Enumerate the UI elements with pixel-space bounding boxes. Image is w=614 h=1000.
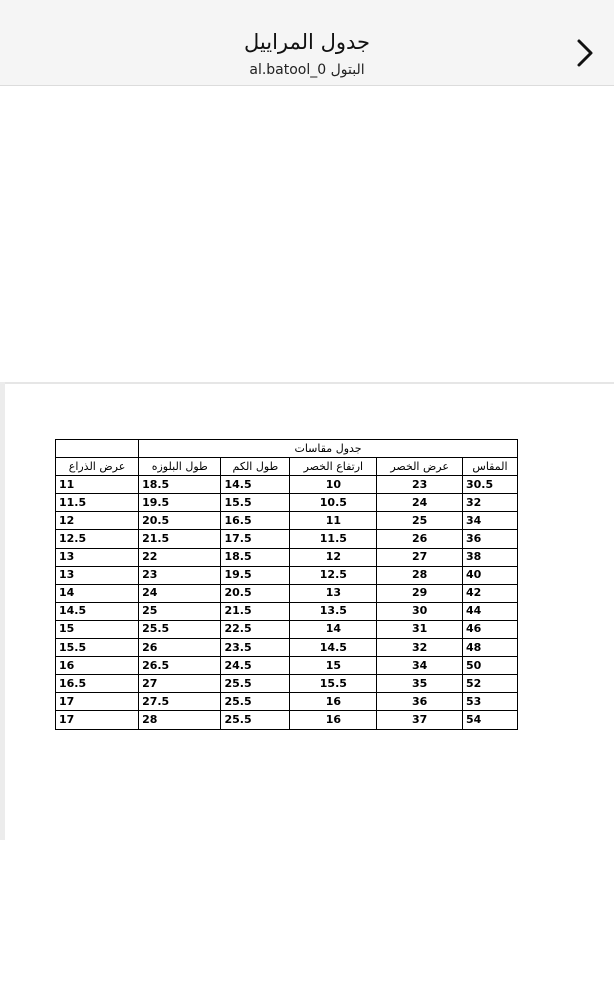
table-cell: 14 bbox=[56, 584, 139, 602]
table-cell: 11.5 bbox=[290, 530, 377, 548]
table-row bbox=[56, 584, 518, 602]
table-cell: 27 bbox=[139, 675, 221, 693]
table-cell: 25 bbox=[377, 512, 463, 530]
table-cell: 19.5 bbox=[221, 566, 290, 584]
table-cell: 20.5 bbox=[139, 512, 221, 530]
table-cell: 50 bbox=[462, 657, 517, 675]
table-cell: 48 bbox=[462, 639, 517, 657]
table-cell: 15 bbox=[290, 657, 377, 675]
column-header: طول البلوزه bbox=[139, 458, 221, 476]
table-cell: 14.5 bbox=[221, 476, 290, 494]
back-button[interactable] bbox=[570, 36, 600, 70]
table-cell: 10.5 bbox=[290, 494, 377, 512]
image-edge bbox=[0, 382, 5, 840]
table-cell: 29 bbox=[377, 584, 463, 602]
table-caption-empty-cell bbox=[56, 440, 139, 458]
table-caption-row bbox=[56, 440, 518, 458]
table-cell: 17 bbox=[56, 711, 139, 729]
table-cell: 54 bbox=[462, 711, 517, 729]
column-header: عرض الخصر bbox=[377, 458, 463, 476]
table-cell: 15.5 bbox=[290, 675, 377, 693]
table-cell: 10 bbox=[290, 476, 377, 494]
table-cell: 35 bbox=[377, 675, 463, 693]
table-row bbox=[56, 602, 518, 620]
table-row bbox=[56, 494, 518, 512]
table-cell: 17 bbox=[56, 693, 139, 711]
table-cell: 24.5 bbox=[221, 657, 290, 675]
table-cell: 30.5 bbox=[462, 476, 517, 494]
table-cell: 34 bbox=[462, 512, 517, 530]
table-cell: 14 bbox=[290, 620, 377, 638]
table-cell: 13 bbox=[56, 566, 139, 584]
table-cell: 12 bbox=[290, 548, 377, 566]
table-cell: 23 bbox=[377, 476, 463, 494]
table-cell: 20.5 bbox=[221, 584, 290, 602]
table-cell: 22 bbox=[139, 548, 221, 566]
table-row bbox=[56, 476, 518, 494]
table-cell: 15.5 bbox=[56, 639, 139, 657]
table-row bbox=[56, 530, 518, 548]
table-cell: 24 bbox=[377, 494, 463, 512]
table-cell: 18.5 bbox=[139, 476, 221, 494]
table-cell: 18.5 bbox=[221, 548, 290, 566]
table-cell: 13 bbox=[290, 584, 377, 602]
table-cell: 52 bbox=[462, 675, 517, 693]
table-cell: 37 bbox=[377, 711, 463, 729]
table-cell: 14.5 bbox=[56, 602, 139, 620]
table-cell: 31 bbox=[377, 620, 463, 638]
table-cell: 12.5 bbox=[290, 566, 377, 584]
table-cell: 11 bbox=[56, 476, 139, 494]
table-cell: 19.5 bbox=[139, 494, 221, 512]
column-header: ارتفاع الخصر bbox=[290, 458, 377, 476]
table-row bbox=[56, 548, 518, 566]
table-cell: 36 bbox=[462, 530, 517, 548]
table-cell: 32 bbox=[377, 639, 463, 657]
table-cell: 40 bbox=[462, 566, 517, 584]
column-header: طول الكم bbox=[221, 458, 290, 476]
table-cell: 22.5 bbox=[221, 620, 290, 638]
table-row bbox=[56, 639, 518, 657]
table-row bbox=[56, 512, 518, 530]
table-cell: 25.5 bbox=[221, 675, 290, 693]
table-cell: 11.5 bbox=[56, 494, 139, 512]
column-header: عرض الذراع bbox=[56, 458, 139, 476]
top-bar bbox=[0, 0, 614, 86]
table-cell: 16.5 bbox=[221, 512, 290, 530]
table-cell: 16 bbox=[290, 711, 377, 729]
table-cell: 16 bbox=[290, 693, 377, 711]
table-cell: 24 bbox=[139, 584, 221, 602]
page-title: جدول المراييل bbox=[244, 30, 370, 54]
table-cell: 53 bbox=[462, 693, 517, 711]
table-row bbox=[56, 693, 518, 711]
table-caption: جدول مقاسات bbox=[139, 440, 518, 458]
table-row bbox=[56, 620, 518, 638]
table-row bbox=[56, 566, 518, 584]
table-cell: 26.5 bbox=[139, 657, 221, 675]
table-cell: 25.5 bbox=[221, 693, 290, 711]
table-cell: 27 bbox=[377, 548, 463, 566]
chevron-right-icon bbox=[575, 38, 595, 68]
table-cell: 25 bbox=[139, 602, 221, 620]
table-cell: 12 bbox=[56, 512, 139, 530]
table-cell: 16 bbox=[56, 657, 139, 675]
table-cell: 21.5 bbox=[221, 602, 290, 620]
table-row bbox=[56, 657, 518, 675]
column-header: المقاس bbox=[462, 458, 517, 476]
table-cell: 36 bbox=[377, 693, 463, 711]
table-row bbox=[56, 711, 518, 729]
table-cell: 14.5 bbox=[290, 639, 377, 657]
table-cell: 23.5 bbox=[221, 639, 290, 657]
table-cell: 11 bbox=[290, 512, 377, 530]
table-cell: 15.5 bbox=[221, 494, 290, 512]
table-cell: 15 bbox=[56, 620, 139, 638]
table-cell: 26 bbox=[377, 530, 463, 548]
table-cell: 26 bbox=[139, 639, 221, 657]
table-cell: 27.5 bbox=[139, 693, 221, 711]
table-cell: 12.5 bbox=[56, 530, 139, 548]
table-cell: 13.5 bbox=[290, 602, 377, 620]
table-cell: 21.5 bbox=[139, 530, 221, 548]
table-cell: 25.5 bbox=[221, 711, 290, 729]
table-cell: 44 bbox=[462, 602, 517, 620]
table-cell: 16.5 bbox=[56, 675, 139, 693]
table-cell: 38 bbox=[462, 548, 517, 566]
table-cell: 28 bbox=[139, 711, 221, 729]
table-cell: 42 bbox=[462, 584, 517, 602]
table-cell: 32 bbox=[462, 494, 517, 512]
table-cell: 30 bbox=[377, 602, 463, 620]
table-row bbox=[56, 675, 518, 693]
table-cell: 46 bbox=[462, 620, 517, 638]
size-table bbox=[55, 439, 518, 730]
table-cell: 23 bbox=[139, 566, 221, 584]
table-header-row bbox=[56, 458, 518, 476]
table-cell: 25.5 bbox=[139, 620, 221, 638]
table-cell: 28 bbox=[377, 566, 463, 584]
page-subtitle: al.batool_0 البتول bbox=[249, 62, 365, 78]
table-cell: 13 bbox=[56, 548, 139, 566]
table-cell: 34 bbox=[377, 657, 463, 675]
table-cell: 17.5 bbox=[221, 530, 290, 548]
